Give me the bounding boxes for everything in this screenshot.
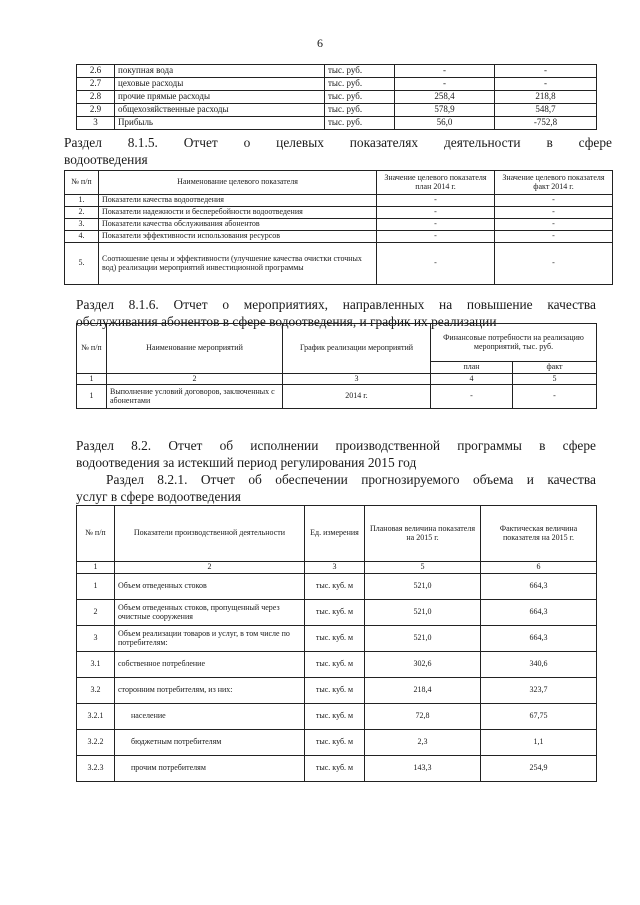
- row-name: Показатели качества обслуживания абонентов: [99, 219, 377, 231]
- row-fact-value: -: [495, 243, 613, 285]
- table-row: [77, 704, 597, 730]
- section-816-title: Раздел 8.1.6. Отчет о мероприятиях, направленных на повышение качества: [76, 297, 596, 312]
- row-num: 4.: [65, 231, 99, 243]
- row-fact-value: 664,3: [481, 574, 597, 600]
- header-num: № п/п: [77, 506, 115, 562]
- row-name: Показатели качества водоотведения: [99, 195, 377, 207]
- measures-table: [76, 323, 597, 409]
- table-row: [77, 385, 597, 409]
- table-row: [65, 243, 613, 285]
- row-fact-value: -: [513, 385, 597, 409]
- row-name: прочим потребителям: [115, 756, 305, 782]
- row-plan-value: 143,3: [365, 756, 481, 782]
- row-fact-value: 340,6: [481, 652, 597, 678]
- row-name: Показатели эффективности использования ресурсов: [99, 231, 377, 243]
- row-schedule: 2014 г.: [283, 385, 431, 409]
- column-index-row: [77, 374, 597, 385]
- row-num: 3: [77, 117, 115, 130]
- table-row: [77, 574, 597, 600]
- measures-body: [77, 385, 597, 409]
- table-row: [77, 678, 597, 704]
- row-num: 2.7: [77, 78, 115, 91]
- table-row: [77, 91, 597, 104]
- production-volume-body: [77, 574, 597, 782]
- table-row: [77, 730, 597, 756]
- row-num: 2.8: [77, 91, 115, 104]
- row-plan-value: -: [377, 207, 495, 219]
- row-plan-value: 2,3: [365, 730, 481, 756]
- row-name: бюджетным потребителям: [115, 730, 305, 756]
- row-plan-value: 578,9: [395, 104, 495, 117]
- header-num: № п/п: [77, 324, 107, 374]
- row-fact-value: 254,9: [481, 756, 597, 782]
- cost-table-continuation: [76, 64, 597, 130]
- row-fact-value: -: [495, 195, 613, 207]
- row-fact-value: -: [495, 207, 613, 219]
- row-fact-value: -: [495, 78, 597, 91]
- row-name: Соотношение цены и эффективности (улучшение качества очистки сточных вод) реализации мероприятий инвестиционной программы: [99, 243, 377, 285]
- row-plan-value: -: [431, 385, 513, 409]
- row-fact-value: 548,7: [495, 104, 597, 117]
- row-plan-value: 521,0: [365, 600, 481, 626]
- row-num: 3.: [65, 219, 99, 231]
- header-fact: факт: [513, 362, 597, 374]
- row-fact-value: -: [495, 219, 613, 231]
- row-plan-value: 56,0: [395, 117, 495, 130]
- row-num: 2.: [65, 207, 99, 219]
- section-82-title-cont: водоотведения за истекший период регулирования 2015 год: [76, 455, 417, 470]
- row-plan-value: -: [395, 65, 495, 78]
- row-unit: тыс. куб. м: [305, 652, 365, 678]
- row-unit: тыс. руб.: [325, 78, 395, 91]
- row-unit: тыс. руб.: [325, 104, 395, 117]
- row-num: 2: [77, 600, 115, 626]
- row-plan-value: 302,6: [365, 652, 481, 678]
- row-name: Объем реализации товаров и услуг, в том числе по потребителям:: [115, 626, 305, 652]
- row-plan-value: 258,4: [395, 91, 495, 104]
- row-name: покупная вода: [115, 65, 325, 78]
- row-num: 3.2.1: [77, 704, 115, 730]
- row-plan-value: -: [377, 243, 495, 285]
- row-num: 1: [77, 385, 107, 409]
- table-row: [77, 104, 597, 117]
- row-name: Объем отведенных стоков, пропущенный через очистные сооружения: [115, 600, 305, 626]
- row-plan-value: 521,0: [365, 574, 481, 600]
- section-82-title: Раздел 8.2. Отчет об исполнении производственной программы в сфере: [76, 438, 596, 453]
- row-fact-value: 218,8: [495, 91, 597, 104]
- section-815-title: Раздел 8.1.5. Отчет о целевых показателях деятельности в сфере: [64, 135, 612, 150]
- target-indicators-body: [65, 195, 613, 285]
- header-schedule: График реализации мероприятий: [283, 324, 431, 374]
- row-fact-value: 664,3: [481, 626, 597, 652]
- row-name: цеховые расходы: [115, 78, 325, 91]
- column-index: 5: [365, 562, 481, 574]
- header-fact: Значение целевого показателя факт 2014 г.: [495, 171, 613, 195]
- cost-table-body: [77, 65, 597, 130]
- table-row: [65, 219, 613, 231]
- row-name: население: [115, 704, 305, 730]
- page-number: 6: [317, 36, 323, 50]
- header-unit: Ед. измерения: [305, 506, 365, 562]
- row-name: сторонним потребителям, из них:: [115, 678, 305, 704]
- header-name: Наименование целевого показателя: [99, 171, 377, 195]
- header-plan: Плановая величина показателя на 2015 г.: [365, 506, 481, 562]
- row-name: собственное потребление: [115, 652, 305, 678]
- row-fact-value: -: [495, 231, 613, 243]
- row-unit: тыс. куб. м: [305, 756, 365, 782]
- row-fact-value: 323,7: [481, 678, 597, 704]
- row-num: 5.: [65, 243, 99, 285]
- header-plan: Значение целевого показателя план 2014 г.: [377, 171, 495, 195]
- column-index: 3: [283, 374, 431, 385]
- header-plan: план: [431, 362, 513, 374]
- table-row: [77, 600, 597, 626]
- table-row: [77, 652, 597, 678]
- row-unit: тыс. руб.: [325, 117, 395, 130]
- row-fact-value: 67,75: [481, 704, 597, 730]
- section-821-title: Раздел 8.2.1. Отчет об обеспечении прогнозируемого объема и качества: [106, 472, 596, 487]
- row-name: Объем отведенных стоков: [115, 574, 305, 600]
- table-row: [65, 195, 613, 207]
- row-plan-value: 521,0: [365, 626, 481, 652]
- row-unit: тыс. руб.: [325, 65, 395, 78]
- row-name: общехозяйственные расходы: [115, 104, 325, 117]
- row-unit: тыс. куб. м: [305, 600, 365, 626]
- column-index: 3: [305, 562, 365, 574]
- table-row: [77, 756, 597, 782]
- row-plan-value: -: [395, 78, 495, 91]
- table-row: [77, 65, 597, 78]
- section-821-title-cont: услуг в сфере водоотведения: [76, 489, 241, 504]
- row-num: 2.6: [77, 65, 115, 78]
- row-unit: тыс. куб. м: [305, 704, 365, 730]
- table-row: [65, 207, 613, 219]
- row-num: 3.2: [77, 678, 115, 704]
- row-plan-value: 218,4: [365, 678, 481, 704]
- row-num: 3: [77, 626, 115, 652]
- row-unit: тыс. руб.: [325, 91, 395, 104]
- column-index: 1: [77, 374, 107, 385]
- column-index: 2: [107, 374, 283, 385]
- column-index: 5: [513, 374, 597, 385]
- row-plan-value: -: [377, 231, 495, 243]
- row-plan-value: 72,8: [365, 704, 481, 730]
- row-plan-value: -: [377, 219, 495, 231]
- row-num: 3.2.2: [77, 730, 115, 756]
- header-fact: Фактическая величина показателя на 2015 г.: [481, 506, 597, 562]
- row-plan-value: -: [377, 195, 495, 207]
- row-name: Выполнение условий договоров, заключенных с абонентами: [107, 385, 283, 409]
- row-num: 1: [77, 574, 115, 600]
- row-num: 3.1: [77, 652, 115, 678]
- table-row: [77, 117, 597, 130]
- row-fact-value: 664,3: [481, 600, 597, 626]
- row-num: 2.9: [77, 104, 115, 117]
- row-name: Прибыль: [115, 117, 325, 130]
- column-index: 2: [115, 562, 305, 574]
- row-num: 1.: [65, 195, 99, 207]
- row-fact-value: -752,8: [495, 117, 597, 130]
- target-indicators-table: [64, 170, 613, 285]
- production-volume-table: [76, 505, 597, 782]
- column-index: 4: [431, 374, 513, 385]
- row-fact-value: -: [495, 65, 597, 78]
- table-row: [65, 231, 613, 243]
- header-name: Наименование мероприятий: [107, 324, 283, 374]
- row-name: Показатели надежности и бесперебойности водоотведения: [99, 207, 377, 219]
- section-816-title-cont: обслуживания абонентов в сфере водоотведения, и график их реализации: [76, 314, 497, 329]
- column-index-row: [77, 562, 597, 574]
- header-name: Показатели производственной деятельности: [115, 506, 305, 562]
- row-unit: тыс. куб. м: [305, 730, 365, 756]
- column-index: 6: [481, 562, 597, 574]
- row-unit: тыс. куб. м: [305, 626, 365, 652]
- row-name: прочие прямые расходы: [115, 91, 325, 104]
- header-finance: Финансовые потребности на реализацию мероприятий, тыс. руб.: [431, 324, 597, 362]
- section-815-title-cont: водоотведения: [64, 152, 148, 167]
- row-fact-value: 1,1: [481, 730, 597, 756]
- table-row: [77, 626, 597, 652]
- row-num: 3.2.3: [77, 756, 115, 782]
- row-unit: тыс. куб. м: [305, 574, 365, 600]
- column-index: 1: [77, 562, 115, 574]
- header-num: № п/п: [65, 171, 99, 195]
- table-row: [77, 78, 597, 91]
- row-unit: тыс. куб. м: [305, 678, 365, 704]
